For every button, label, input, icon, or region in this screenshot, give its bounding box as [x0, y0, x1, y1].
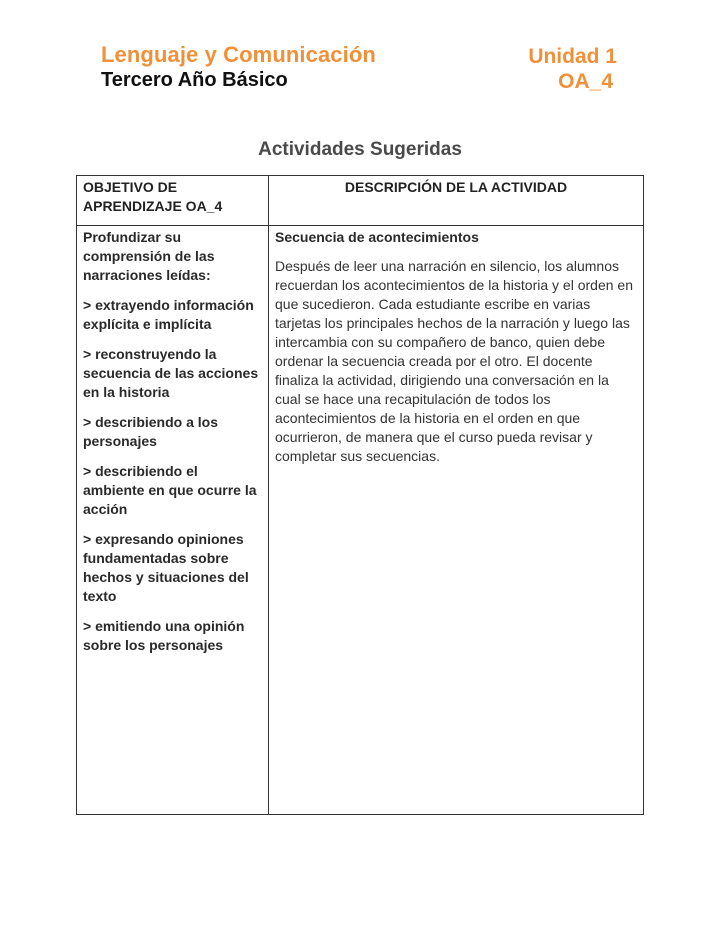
- unit-label: Unidad 1: [528, 45, 617, 68]
- table-row: [77, 226, 644, 815]
- activities-table: [76, 175, 644, 815]
- activity-body: Después de leer una narración en silencio, los alumnos recuerdan los acontecimientos de la historia y el orden en que sucedieron. Cada estudiante escribe en varias tarjetas los principales hechos de la narración y luego las intercambia con su compañero de banco, quien debe ordenar la secuencia creada por el otro. El docente finaliza la actividad, dirigiendo una conversación en la cual se hace una recapitulación de todos los acontecimientos de la historia en el orden en que ocurrieron, de manera que el curso pueda revisar y completar sus secuencias.: [275, 258, 633, 464]
- subject-title: Lenguaje y Comunicación: [101, 42, 376, 67]
- objective-code: OA_4: [558, 70, 613, 93]
- objective-item: > describiendo a los personajes: [83, 414, 218, 449]
- objective-item: > describiendo el ambiente en que ocurre la acción: [83, 463, 257, 517]
- activity-title: Secuencia de acontecimientos: [275, 229, 479, 245]
- document-header-right: [528, 44, 617, 94]
- objective-item: > expresando opiniones fundamentadas sobre hechos y situaciones del texto: [83, 531, 249, 604]
- document-header-left: [101, 42, 376, 92]
- objective-item: > reconstruyendo la secuencia de las acciones en la historia: [83, 346, 259, 400]
- objective-item: > emitiendo una opinión sobre los personajes: [83, 618, 245, 653]
- description-cell: [269, 226, 644, 815]
- grade-subtitle: Tercero Año Básico: [101, 69, 288, 91]
- objective-item: > extrayendo información explícita e implícita: [83, 297, 254, 332]
- objective-intro: Profundizar su comprensión de las narraciones leídas:: [83, 229, 215, 283]
- header-description: DESCRIPCIÓN DE LA ACTIVIDAD: [269, 176, 644, 226]
- objective-cell: [77, 226, 269, 815]
- header-objective: OBJETIVO DE APRENDIZAJE OA_4: [77, 176, 269, 226]
- section-title: Actividades Sugeridas: [258, 139, 462, 160]
- table-header-row: [77, 176, 644, 226]
